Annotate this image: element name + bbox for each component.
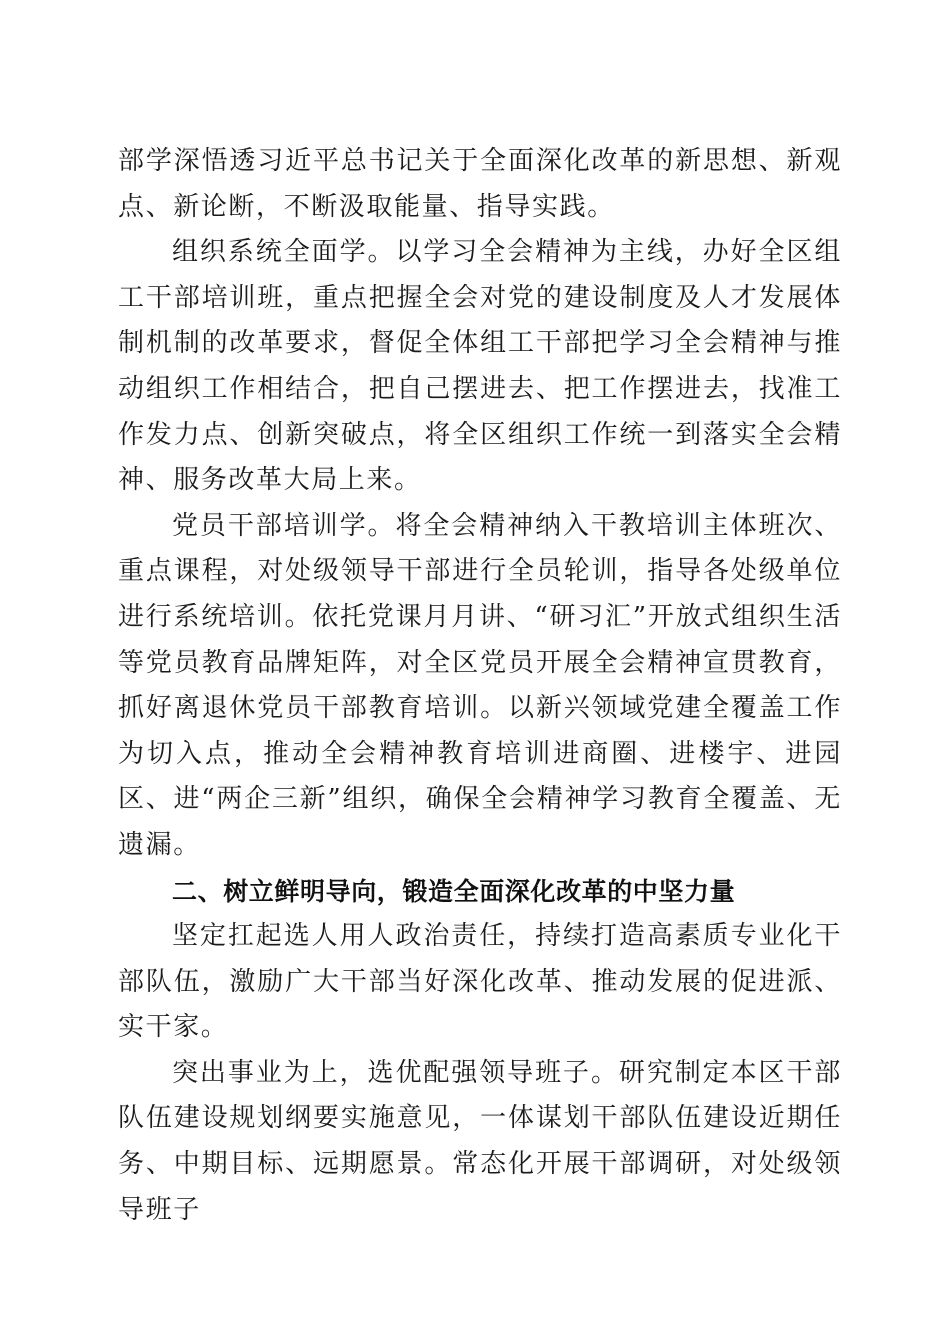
paragraph-leadership-team: 突出事业为上，选优配强领导班子。研究制定本区干部队伍建设规划纲要实施意见，一体谋划干部队伍建设近期任务、中期目标、远期愿景。常态化开展干部调研，对处级领导班子: [118, 1057, 842, 1225]
paragraph-section-intro: 坚定扛起选人用人政治责任，持续打造高素质专业化干部队伍，激励广大干部当好深化改革、推动发展的促进派、实干家。: [118, 921, 842, 1043]
paragraph-continuation: 部学深悟透习近平总书记关于全面深化改革的新思想、新观点、新论断，不断汲取能量、指导实践。: [118, 146, 842, 222]
paragraph-cadre-training: 党员干部培训学。将全会精神纳入干教培训主体班次、重点课程，对处级领导干部进行全员轮训，指导各处级单位进行系统培训。依托党课月月讲、“研习汇”开放式组织生活等党员教育品牌矩阵，对全区党员开展全会精神宣贯教育，抓好离退休党员干部教育培训。以新兴领域党建全覆盖工作为切入点，推动全会精神教育培训进商圈、进楼宇、进园区、进“两企三新”组织，确保全会精神学习教育全覆盖、无遗漏。: [118, 510, 842, 860]
paragraph-organization-study: 组织系统全面学。以学习全会精神为主线，办好全区组工干部培训班，重点把握全会对党的建设制度及人才发展体制机制的改革要求，督促全体组工干部把学习全会精神与推动组织工作相结合，把自己摆进去、把工作摆进去，找准工作发力点、创新突破点，将全区组织工作统一到落实全会精神、服务改革大局上来。: [118, 237, 842, 496]
document-body: [118, 139, 842, 1233]
section-heading-two: 二、树立鲜明导向，锻造全面深化改革的中坚力量: [172, 876, 736, 906]
